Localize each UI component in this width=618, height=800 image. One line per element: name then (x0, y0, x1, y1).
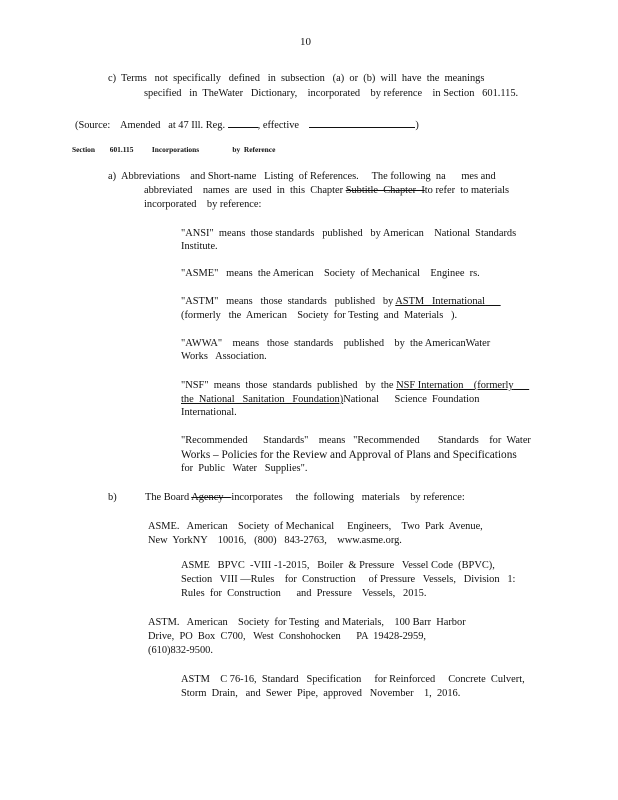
def-nsf-underlined-2: the National Sanitation Foundation) (181, 394, 344, 405)
ref-astm-address-2: Drive, PO Box C700, West Conshohocken PA 19428-2959, (148, 631, 426, 642)
def-rec-2: Works – Policies for the Review and Approval of Plans and Specifications (181, 449, 517, 461)
def-rec-3: for Public Water Supplies". (181, 463, 308, 474)
def-asme-1: "ASME" means the American Society of Mechanical Enginee rs. (181, 268, 480, 279)
ref-bpvc-3: Rules for Construction and Pressure Vessels, 2015. (181, 588, 427, 599)
ref-astm-c76-2: Storm Drain, and Sewer Pipe, approved November 1, 2016. (181, 688, 461, 699)
para-a-line-2-text: abbreviated names are used in this Chapter (144, 185, 344, 196)
def-rec-1: "Recommended Standards" means "Recommended Standards for Water (181, 435, 531, 446)
section-title-a: Incorporations (151, 145, 200, 154)
def-awwa-2: Works Association. (181, 351, 267, 362)
def-nsf-underlined-1: NSF Internation (formerly (396, 380, 514, 391)
def-nsf-text: "NSF" means those standards published by the (181, 380, 394, 391)
para-a-line-1: Abbreviations and Short-name Listing of References. The following na mes and (121, 171, 496, 182)
def-nsf-text-2: National Science Foundation (343, 394, 480, 405)
ref-astm-c76-1: ASTM C 76-16, Standard Specification for Reinforced Concrete Culvert, (181, 674, 525, 685)
def-astm-text: "ASTM" means those standards published by (181, 296, 394, 307)
para-b-text: The Board (145, 492, 190, 503)
page-number: 10 (300, 36, 311, 48)
def-astm-2: (formerly the American Society for Testing and Materials ). (181, 310, 458, 321)
para-a-struck-text: Subtitle Chapter I (345, 185, 425, 196)
para-a-line-2 (144, 185, 509, 198)
def-nsf-underline-tail (514, 380, 530, 391)
source-text-b: , effective (257, 120, 300, 131)
effective-date-blank (309, 117, 415, 128)
para-a-line-3: incorporated by reference: (144, 199, 262, 210)
para-c-line-2: specified in TheWater Dictionary, incorporated by reference in Section 601.115. (144, 88, 519, 99)
def-nsf-1 (181, 380, 529, 393)
para-c-label: c) (108, 73, 117, 84)
ref-asme-address-1: ASME. American Society of Mechanical Engineers, Two Park Avenue, (148, 521, 483, 532)
ref-astm-address-1: ASTM. American Society for Testing and Materials, 100 Barr Harbor (148, 617, 466, 628)
def-ansi-2: Institute. (181, 241, 218, 252)
source-close: ) (415, 120, 419, 131)
para-b-label: b) (108, 492, 117, 503)
def-nsf-3: International. (181, 407, 237, 418)
section-heading (72, 145, 275, 155)
para-b-struck-text: Agency (191, 492, 224, 503)
def-astm-underline-tail (485, 296, 501, 307)
para-a-label: a) (108, 171, 117, 182)
source-text-a: (Source: Amended at 47 Ill. Reg. (75, 120, 226, 131)
section-title-b: by Reference (232, 145, 276, 154)
ref-astm-address-3: (610)832-9500. (148, 645, 213, 656)
def-ansi-1: "ANSI" means those standards published by American National Standards (181, 228, 517, 239)
section-number: 601.115 (109, 145, 134, 154)
def-astm-underlined: ASTM International (395, 296, 486, 307)
ref-bpvc-2: Section VIII —Rules for Construction of Pressure Vessels, Division 1: (181, 574, 516, 585)
para-b-rest: incorporates the following materials by reference: (231, 492, 465, 503)
ref-bpvc-1: ASME BPVC -VIII -1-2015, Boiler & Pressure Vessel Code (BPVC), (181, 560, 495, 571)
para-a-line-2-rest: to refer to materials (424, 185, 510, 196)
para-b-line (145, 492, 465, 505)
def-nsf-2 (181, 394, 479, 407)
ref-asme-address-2: New YorkNY 10016, (800) 843-2763, www.asme.org. (148, 535, 402, 546)
para-c-line-1: Terms not specifically defined in subsection (a) or (b) will have the meanings (121, 73, 485, 84)
register-page-blank (228, 117, 258, 128)
def-astm-1 (181, 296, 501, 309)
section-label: Section (72, 145, 95, 154)
source-note (75, 117, 419, 133)
def-awwa-1: "AWWA" means those standards published by the AmericanWater (181, 338, 491, 349)
